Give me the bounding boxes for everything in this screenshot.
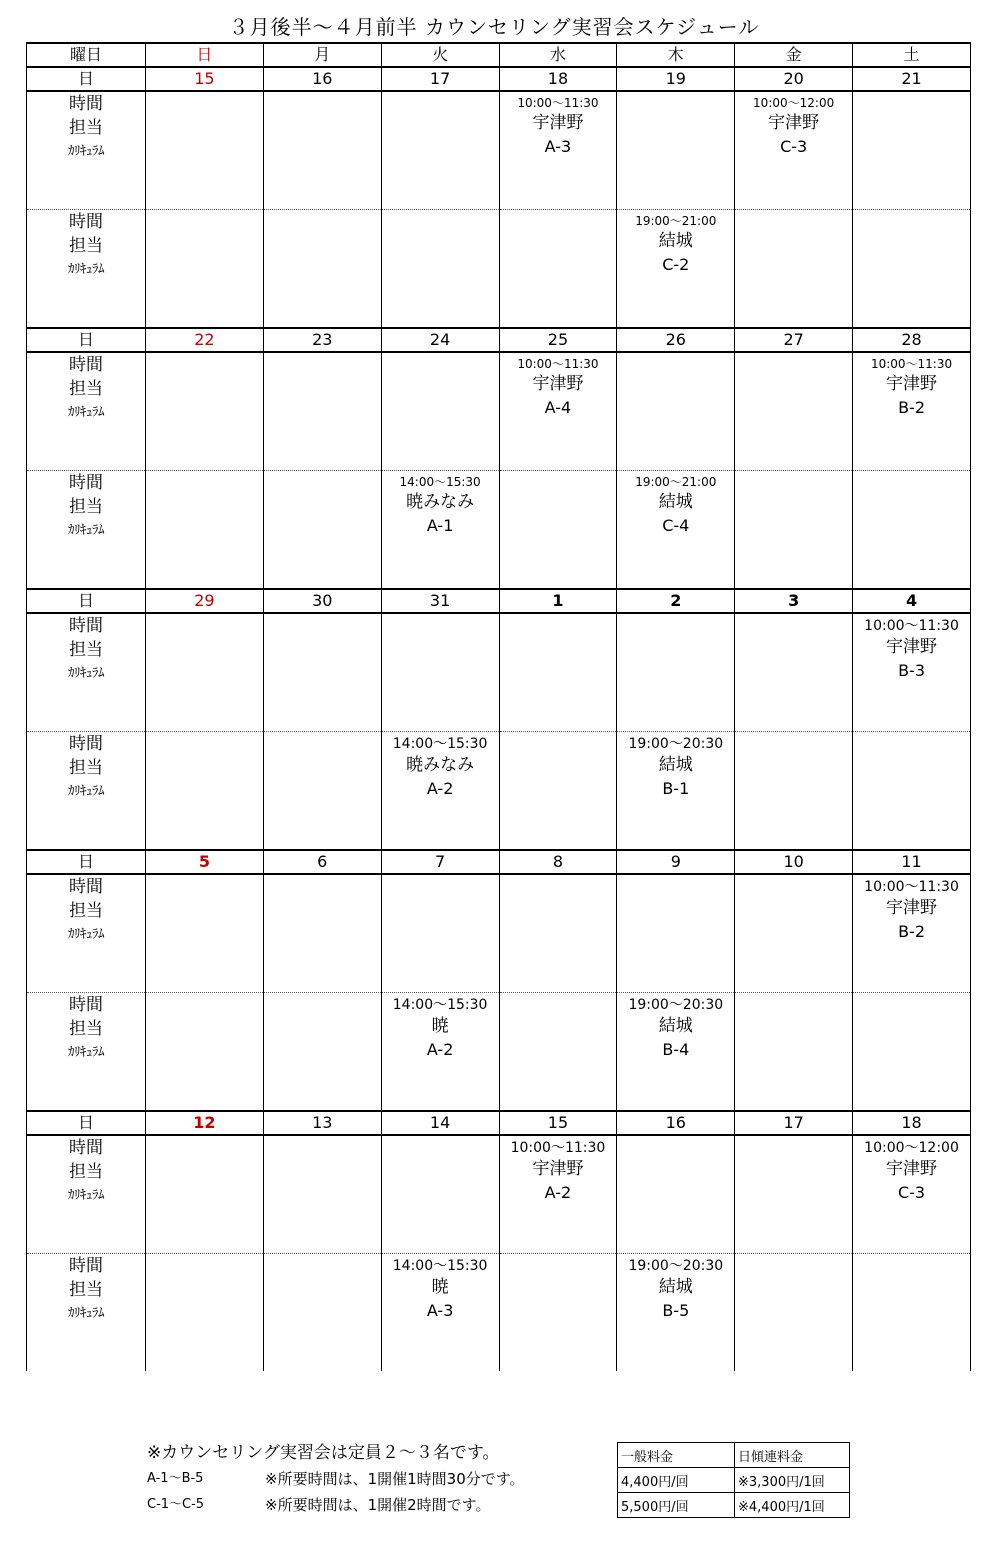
session-cell	[735, 874, 853, 993]
slot-row-morning	[27, 613, 971, 732]
session-cell	[263, 993, 381, 1112]
pricing-cell: ※3,300円/1回	[735, 1468, 850, 1493]
capacity-note: ※カウンセリング実習会は定員２～３名です。	[147, 1443, 500, 1463]
pricing-cell: 4,400円/回	[618, 1468, 735, 1493]
session-cell	[853, 732, 971, 851]
note-text: ※所要時間は、1開催2時間です。	[265, 1496, 491, 1514]
curriculum-label: ｶﾘｷｭﾗﾑ	[68, 144, 104, 159]
session-staff: 暁	[431, 1016, 449, 1036]
date-cell: 26	[617, 328, 735, 352]
page-title: ３月後半～４月前半 カウンセリング実習会スケジュール	[228, 15, 760, 39]
session-cell	[853, 210, 971, 329]
date-row	[27, 1111, 971, 1135]
session-code: B-2	[898, 922, 925, 941]
time-label: 時間	[69, 734, 103, 754]
slot-label	[27, 1254, 146, 1372]
slot-label	[27, 613, 146, 732]
slot-label	[27, 1135, 146, 1254]
session-cell	[499, 352, 617, 471]
session-cell	[617, 1135, 735, 1254]
date-cell: 11	[853, 850, 971, 874]
session-cell	[617, 91, 735, 210]
pricing-header-row	[618, 1443, 850, 1468]
session-staff: 宇津野	[532, 374, 584, 394]
date-row	[27, 850, 971, 874]
weekday-wed: 水	[499, 43, 617, 67]
curriculum-label: ｶﾘｷｭﾗﾑ	[68, 666, 104, 681]
session-cell	[499, 874, 617, 993]
date-row-label: 日	[27, 328, 146, 352]
session-code: C-2	[662, 255, 690, 274]
session-cell	[853, 993, 971, 1112]
slot-label	[27, 91, 146, 210]
slot-row-morning	[27, 874, 971, 993]
slot-row-evening	[27, 732, 971, 851]
session	[617, 1254, 734, 1323]
schedule-body	[27, 43, 971, 1371]
session-cell	[735, 471, 853, 590]
staff-label: 担当	[69, 1280, 103, 1300]
slot-label	[27, 732, 146, 851]
session-cell	[499, 993, 617, 1112]
session-cell	[381, 732, 499, 851]
session-code: B-3	[898, 661, 925, 680]
session-cell	[381, 210, 499, 329]
date-cell: 12	[146, 1111, 264, 1135]
session	[500, 353, 617, 420]
curriculum-label: ｶﾘｷｭﾗﾑ	[68, 523, 104, 538]
session-staff: 暁	[431, 1277, 449, 1297]
date-row-label: 日	[27, 589, 146, 613]
session-cell	[499, 1254, 617, 1372]
session-cell	[735, 210, 853, 329]
pricing-table	[617, 1442, 850, 1518]
time-label: 時間	[69, 616, 103, 636]
session-cell	[499, 471, 617, 590]
session-code: B-1	[662, 779, 690, 798]
slot-row-morning	[27, 1135, 971, 1254]
slot-row-morning	[27, 91, 971, 210]
session	[382, 732, 499, 801]
date-row	[27, 589, 971, 613]
session-staff: 宇津野	[768, 113, 820, 133]
note-code: A-1～B-5	[147, 1471, 204, 1486]
session-cell	[853, 471, 971, 590]
session-time: 14:00～15:30	[392, 1258, 488, 1274]
curriculum-label: ｶﾘｷｭﾗﾑ	[68, 1306, 104, 1321]
session	[853, 353, 970, 420]
session-cell	[617, 874, 735, 993]
note-row	[147, 1492, 500, 1518]
session-code: B-5	[662, 1301, 690, 1320]
session-time: 10:00～12:00	[864, 1140, 959, 1156]
session-cell	[146, 732, 264, 851]
session	[382, 1254, 499, 1323]
date-cell: 21	[853, 67, 971, 91]
date-cell: 23	[263, 328, 381, 352]
session-staff: 結城	[658, 231, 693, 251]
weekday-thu: 木	[617, 43, 735, 67]
session-cell	[853, 613, 971, 732]
date-cell: 19	[617, 67, 735, 91]
slot-label	[27, 874, 146, 993]
session	[853, 875, 970, 944]
date-cell: 22	[146, 328, 264, 352]
staff-label: 担当	[69, 1019, 103, 1039]
schedule-table	[26, 42, 971, 1371]
session	[500, 1136, 617, 1205]
session-cell	[499, 613, 617, 732]
session	[617, 993, 734, 1062]
session-staff: 宇津野	[886, 898, 938, 918]
date-cell: 15	[499, 1111, 617, 1135]
date-cell: 29	[146, 589, 264, 613]
session-time: 14:00～15:30	[399, 475, 481, 489]
weekday-tue: 火	[381, 43, 499, 67]
date-cell: 18	[853, 1111, 971, 1135]
date-cell: 27	[735, 328, 853, 352]
time-label: 時間	[69, 212, 103, 232]
session-cell	[853, 1254, 971, 1372]
pricing-row	[618, 1468, 850, 1493]
note-text: ※所要時間は、1開催1時間30分です。	[265, 1470, 525, 1488]
slot-label	[27, 993, 146, 1112]
session-code: A-3	[544, 137, 572, 156]
staff-label: 担当	[69, 1162, 103, 1182]
time-label: 時間	[69, 355, 103, 375]
session-cell	[617, 993, 735, 1112]
session-cell	[381, 91, 499, 210]
session-cell	[263, 91, 381, 210]
session-cell	[263, 732, 381, 851]
session-staff: 宇津野	[532, 1159, 584, 1179]
session-cell	[146, 210, 264, 329]
slot-label	[27, 210, 146, 329]
session-time: 19:00～20:30	[628, 997, 724, 1013]
session-cell	[146, 613, 264, 732]
date-cell: 28	[853, 328, 971, 352]
pricing-row	[618, 1493, 850, 1518]
date-row-label: 日	[27, 67, 146, 91]
staff-label: 担当	[69, 379, 103, 399]
session	[617, 210, 734, 277]
pricing-header-general: 一般料金	[618, 1443, 735, 1468]
session-cell	[735, 732, 853, 851]
date-cell: 5	[146, 850, 264, 874]
session-time: 19:00～20:30	[628, 1258, 724, 1274]
staff-label: 担当	[69, 118, 103, 138]
slot-label	[27, 471, 146, 590]
date-cell: 25	[499, 328, 617, 352]
session-cell	[617, 210, 735, 329]
notes	[147, 1440, 525, 1518]
date-cell: 4	[853, 589, 971, 613]
session-time: 10:00～11:30	[864, 879, 959, 895]
session-staff: 宇津野	[886, 1159, 938, 1179]
date-cell: 18	[499, 67, 617, 91]
session-code: A-1	[426, 516, 454, 535]
session-staff: 結城	[658, 1277, 693, 1297]
session-cell	[853, 91, 971, 210]
pricing-cell: ※4,400円/1回	[735, 1493, 850, 1518]
date-cell: 3	[735, 589, 853, 613]
note-row	[147, 1466, 525, 1492]
pricing-cell: 5,500円/回	[618, 1493, 735, 1518]
staff-label: 担当	[69, 901, 103, 921]
session-cell	[146, 91, 264, 210]
session-code: A-2	[544, 1183, 572, 1202]
session-time: 10:00～11:30	[864, 618, 959, 634]
session-cell	[146, 352, 264, 471]
time-label: 時間	[69, 1138, 103, 1158]
session-cell	[381, 874, 499, 993]
time-label: 時間	[69, 473, 103, 493]
weekday-header-row	[27, 43, 971, 67]
session-cell	[146, 471, 264, 590]
date-row-label: 日	[27, 850, 146, 874]
session-cell	[853, 352, 971, 471]
session-cell	[735, 352, 853, 471]
session	[617, 471, 734, 538]
session-cell	[499, 1135, 617, 1254]
session-time: 10:00～11:30	[870, 357, 953, 371]
staff-label: 担当	[69, 758, 103, 778]
date-cell: 24	[381, 328, 499, 352]
session-cell	[735, 91, 853, 210]
date-cell: 10	[735, 850, 853, 874]
time-label: 時間	[69, 877, 103, 897]
session-cell	[146, 874, 264, 993]
pricing-header-member: 日傾連料金	[735, 1443, 850, 1468]
session-cell	[263, 210, 381, 329]
session-cell	[853, 874, 971, 993]
session-code: A-3	[426, 1301, 454, 1320]
date-cell: 1	[499, 589, 617, 613]
session-code: B-2	[898, 398, 925, 417]
session-cell	[735, 1135, 853, 1254]
slot-row-evening	[27, 993, 971, 1112]
curriculum-label: ｶﾘｷｭﾗﾑ	[68, 1188, 104, 1203]
session-cell	[617, 613, 735, 732]
session-cell	[617, 352, 735, 471]
session-cell	[735, 613, 853, 732]
session-cell	[381, 613, 499, 732]
session-cell	[735, 993, 853, 1112]
date-cell: 16	[263, 67, 381, 91]
curriculum-label: ｶﾘｷｭﾗﾑ	[68, 262, 104, 277]
session-code: A-2	[426, 1040, 454, 1059]
staff-label: 担当	[69, 236, 103, 256]
weekday-sun: 日	[146, 43, 264, 67]
session-time: 14:00～15:30	[392, 736, 488, 752]
session-staff: 宇津野	[886, 637, 938, 657]
session-staff: 結城	[658, 755, 693, 775]
session-time: 14:00～15:30	[392, 997, 488, 1013]
session-code: C-4	[662, 516, 690, 535]
session-time: 19:00～21:00	[635, 214, 717, 228]
session-cell	[381, 1135, 499, 1254]
date-cell: 20	[735, 67, 853, 91]
session-cell	[735, 1254, 853, 1372]
session-cell	[146, 1135, 264, 1254]
session-cell	[617, 471, 735, 590]
session-cell	[263, 613, 381, 732]
session-time: 10:00～11:30	[517, 96, 599, 110]
session-cell	[381, 352, 499, 471]
curriculum-label: ｶﾘｷｭﾗﾑ	[68, 927, 104, 942]
session-time: 19:00～21:00	[635, 475, 717, 489]
curriculum-label: ｶﾘｷｭﾗﾑ	[68, 405, 104, 420]
session-cell	[617, 1254, 735, 1372]
staff-label: 担当	[69, 640, 103, 660]
session-cell	[381, 993, 499, 1112]
session-cell	[499, 210, 617, 329]
session-cell	[263, 471, 381, 590]
slot-row-evening	[27, 210, 971, 329]
date-cell: 14	[381, 1111, 499, 1135]
session-cell	[381, 1254, 499, 1372]
date-cell: 17	[735, 1111, 853, 1135]
session-time: 10:00～11:30	[517, 357, 599, 371]
session-time: 19:00～20:30	[628, 736, 724, 752]
slot-row-evening	[27, 471, 971, 590]
session-cell	[146, 1254, 264, 1372]
session-code: B-4	[662, 1040, 690, 1059]
session-cell	[263, 1254, 381, 1372]
slot-row-morning	[27, 352, 971, 471]
session-time: 10:00～11:30	[510, 1140, 606, 1156]
session-code: C-3	[897, 1183, 926, 1202]
weekday-sat: 土	[853, 43, 971, 67]
staff-label: 担当	[69, 497, 103, 517]
weekday-mon: 月	[263, 43, 381, 67]
curriculum-label: ｶﾘｷｭﾗﾑ	[68, 1045, 104, 1060]
date-cell: 6	[263, 850, 381, 874]
session-cell	[499, 732, 617, 851]
weekday-header-label: 曜日	[27, 43, 146, 67]
date-cell: 15	[146, 67, 264, 91]
session-time: 10:00～12:00	[753, 96, 835, 110]
session-code: A-4	[544, 398, 572, 417]
session-staff: 宇津野	[886, 374, 938, 394]
note-code: C-1～C-5	[147, 1497, 205, 1512]
date-cell: 13	[263, 1111, 381, 1135]
time-label: 時間	[69, 995, 103, 1015]
slot-label	[27, 352, 146, 471]
date-row-label: 日	[27, 1111, 146, 1135]
date-row	[27, 67, 971, 91]
session-staff: 結城	[658, 492, 693, 512]
session-cell	[263, 1135, 381, 1254]
session-cell	[146, 993, 264, 1112]
time-label: 時間	[69, 1256, 103, 1276]
session-cell	[381, 471, 499, 590]
weekday-fri: 金	[735, 43, 853, 67]
date-cell: 9	[617, 850, 735, 874]
session	[500, 92, 617, 159]
session	[382, 471, 499, 538]
date-cell: 17	[381, 67, 499, 91]
session-staff: 結城	[658, 1016, 693, 1036]
date-cell: 8	[499, 850, 617, 874]
session	[382, 993, 499, 1062]
session-staff: 宇津野	[532, 113, 584, 133]
session-staff: 暁みなみ	[406, 755, 475, 775]
session-code: A-2	[426, 779, 454, 798]
session-code: C-3	[780, 137, 808, 156]
session-staff: 暁みなみ	[406, 492, 475, 512]
date-cell: 31	[381, 589, 499, 613]
slot-row-evening	[27, 1254, 971, 1372]
session-cell	[263, 874, 381, 993]
session-cell	[853, 1135, 971, 1254]
session	[617, 732, 734, 801]
date-cell: 30	[263, 589, 381, 613]
session	[853, 1136, 970, 1205]
session-cell	[617, 732, 735, 851]
curriculum-label: ｶﾘｷｭﾗﾑ	[68, 784, 104, 799]
date-cell: 2	[617, 589, 735, 613]
session	[735, 92, 852, 159]
session-cell	[263, 352, 381, 471]
date-cell: 16	[617, 1111, 735, 1135]
date-cell: 7	[381, 850, 499, 874]
date-row	[27, 328, 971, 352]
session-cell	[499, 91, 617, 210]
time-label: 時間	[69, 94, 103, 114]
session	[853, 614, 970, 683]
